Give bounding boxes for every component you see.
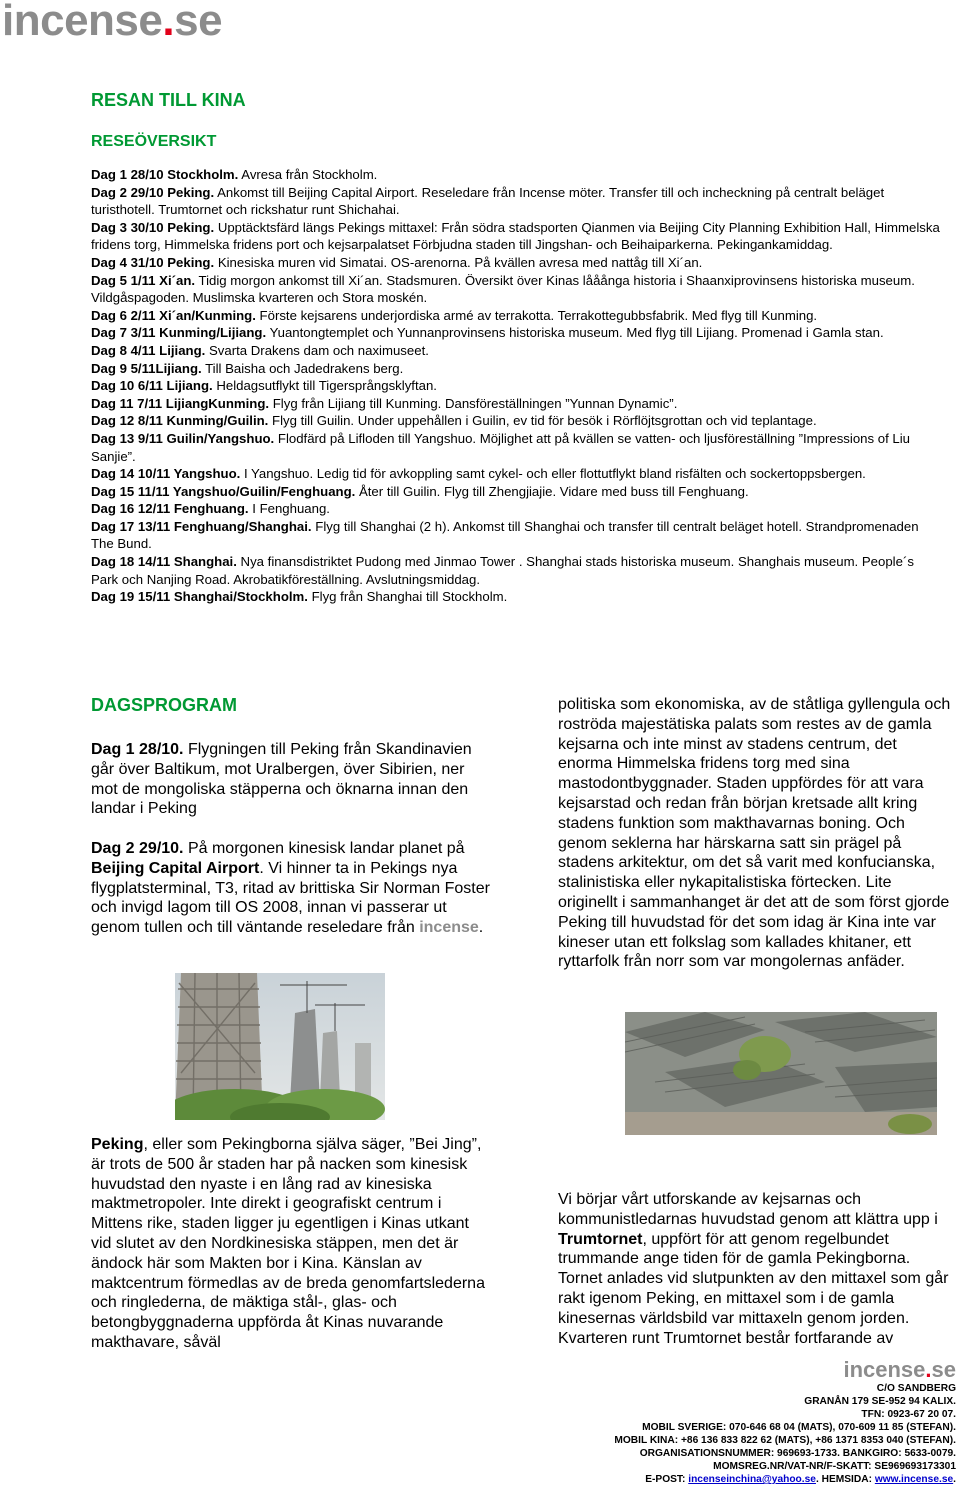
itinerary-list — [91, 166, 941, 606]
itinerary-item: Dag 3 30/10 Peking. Upptäcktsfärd längs Pekings mittaxel: Från södra stadsporten Qianmen via Beijing City Planning Exhibition Hall, Himmelska fridens torg, Himmelska fridens port och kejsarpalatset Förbjudna staden till Jingshan- och Beihaiparkerna. Pekingankamiddag. — [91, 219, 940, 253]
itinerary-item: Dag 2 29/10 Peking. Ankomst till Beijing Capital Airport. Reseledare från Incense möter. Transfer till och incheckning på centralt beläget turisthotell. Trumtornet och rickshatur runt Shichahai. — [91, 184, 885, 218]
itinerary-item: Dag 14 10/11 Yangshuo. I Yangshuo. Ledig tid för avkoppling samt cykel- och eller flottutflykt bland risfälten och sockertoppsbergen. — [91, 466, 866, 482]
itinerary-item: Dag 4 31/10 Peking. Kinesiska muren vid Simatai. OS-arenorna. På kvällen avresa med nattåg till Xi´an. — [91, 254, 703, 270]
itinerary-item: Dag 10 6/11 Lijiang. Heldagsutflykt till Tigersprångsklyftan. — [91, 378, 437, 394]
page-title: RESAN TILL KINA — [91, 90, 246, 110]
itinerary-item: Dag 13 9/11 Guilin/Yangshuo. Flodfärd på Lifloden till Yangshuo. Möjlighet att på kvällen se vatten- och ljusföreställning ”Impressions of Liu Sanjie”. — [91, 430, 911, 464]
itinerary-item: Dag 11 7/11 LijiangKunming. Flyg från Lijiang till Kunming. Dansföreställningen ”Yunnan Dynamic”. — [91, 395, 678, 411]
day2-paragraph: Dag 2 29/10. På morgonen kinesisk landar planet på Beijing Capital Airport. Vi hinner ta in Pekings nya flygplatsterminal, T3, ritad av brittiska Sir Norman Foster och invigd lagom till OS 2008, innan vi passerar ut genom tullen och till väntande reseledare från incense. — [91, 839, 490, 937]
incense-logo: incense.se — [2, 0, 223, 45]
itinerary-item: Dag 6 2/11 Xi´an/Kunming. Förste kejsarens underjordiska armé av terrakotta. Terrakottegubbsfabrik. Med flyg till Kunming. — [91, 307, 818, 323]
email-link[interactable]: incenseinchina@yahoo.se — [688, 1474, 816, 1485]
day1-paragraph: Dag 1 28/10. Flygningen till Peking från Skandinavien går över Baltikum, mot Uralbergen, över Sibirien, ner mot de mongoliska stäpperna och öknarna innan den landar i Peking — [91, 741, 472, 818]
right-column-text — [558, 695, 953, 992]
itinerary-item: Dag 7 3/11 Kunming/Lijiang. Yuantongtemplet och Yunnanprovinsens historiska museum. Med flyg till Lijiang. Promenad i Gamla stan. — [91, 325, 884, 341]
itinerary-item: Dag 15 11/11 Yangshuo/Guilin/Fenghuang. Åter till Guilin. Flyg till Zhengjiajie. Vidare med buss till Fenghuang. — [91, 483, 749, 499]
program-heading: DAGSPROGRAM — [91, 695, 238, 715]
itinerary-item: Dag 16 12/11 Fenghuang. I Fenghuang. — [91, 501, 330, 517]
overview-heading: RESEÖVERSIKT — [91, 133, 217, 150]
itinerary-item: Dag 19 15/11 Shanghai/Stockholm. Flyg från Shanghai till Stockholm. — [91, 589, 508, 605]
itinerary-item: Dag 5 1/11 Xi´an. Tidig morgon ankomst till Xi´an. Stadsmuren. Översikt över Kinas lååånga historia i Shaanxiprovinsens historiska museum. Vildgåspagoden. Muslimska kvarteren och Stora moskén. — [91, 272, 915, 306]
footer-logo: incense.se — [843, 1357, 956, 1382]
construction-photo — [175, 973, 385, 1120]
itinerary-item: Dag 17 13/11 Fenghuang/Shanghai. Flyg till Shanghai (2 h). Ankomst till Shanghai och transfer till centralt beläget hotell. Strandpromenaden The Bund. — [91, 518, 919, 552]
itinerary-item: Dag 9 5/11Lijiang. Till Baisha och Jadedrakens berg. — [91, 360, 404, 376]
trumtornet-paragraph: Vi börjar vårt utforskande av kejsarnas och kommunistledarnas huvudstad genom att klättra upp i Trumtornet, uppfört för att genom regelbundet trummande ange tiden för de gamla Pekingborna. Tornet anlades vid slutpunkten av den mittaxel som går rakt igenom Peking, en mittaxel som i de gamla kinesernas världsbild var mittaxeln genom jorden. Kvarteren runt Trumtornet består fortfarande av — [558, 1191, 949, 1347]
itinerary-item: Dag 18 14/11 Shanghai. Nya finansdistriktet Pudong med Jinmao Tower . Shanghai stads historiska museum. Shanghais museum. People´s Park och Nanjing Road. Akrobatikföreställning. Avslutningsmiddag. — [91, 554, 914, 587]
itinerary-item: Dag 12 8/11 Kunming/Guilin. Flyg till Guilin. Under uppehållen i Guilin, ev tid för besök i Rörflöjtsgrottan och vid teplantage. — [91, 413, 817, 429]
website-link[interactable]: www.incense.se — [874, 1474, 954, 1485]
peking-paragraph: Peking, eller som Pekingborna själva säger, ”Bei Jing”, är trots de 500 år staden har på nacken som kinesisk huvudstad den nyaste i en lång rad av kinesiska maktmetropoler. Inte direkt i geografiskt centrum i Mittens rike, staden ligger ju egentligen i Kinas utkant vid slutet av den Nordkinesiska stäppen, men det är ändock här som Makten bor i Kina. Känslan av maktcentrum förmedlas av de breda genomfartslederna och ringlederna, de mäktiga stål-, glas- och betongbyggnaderna uppförda åt Kinas nuvarande makthavare, såväl — [91, 1136, 485, 1351]
palace-paragraph: politiska som ekonomiska, av de ståtliga gyllengula och roströda majestätiska palats som restes av de gamla kejsarna och inte minst av stadens centrum, det enorma Himmelska fridens torg med sina mastodontbyggnader. Staden uppfördes för att vara kejsarstad och redan från början kretsade allt kring stadens funktion som makthavarnas boning. Och genom seklerna har härskarna satt sin prägel på stadens arkitektur, om det så varit med konfucianska, stalinistiska eller nykapitalistiska förtecken. Lite originellt i sammanhanget är det att de som först gjorde Peking till huvudstad för det som idag är Kina inte var kineser utan ett folkslag som kallades khitaner, ett ryttarfolk från norr som var mongolernas anfäder. — [558, 696, 951, 971]
hutong-roofs-photo — [625, 1012, 937, 1135]
itinerary-item: Dag 1 28/10 Stockholm. Avresa från Stockholm. — [91, 167, 378, 182]
itinerary-item: Dag 8 4/11 Lijiang. Svarta Drakens dam och naximuseet. — [91, 342, 429, 358]
left-column-text — [91, 740, 491, 958]
contact-footer: incense.se C/O SANDBERG GRANÅN 179 SE-952 94 KALIX. TFN: 0923-67 20 07. MOBIL SVERIGE: 070-646 68 04 (MATS), 070-609 11 85 (STEFAN). MOBIL KINA: +86 136 833 822 62 (MATS), +86 1371 8353 040 (STEFAN). ORGANISATIONSNUMMER: 969693-1733. BANKGIRO: 5633-0079. MOMSREG.NR/VAT-NR/F-SKATT: SE969693173301 E-POST: incenseinchina@yahoo.se. HEMSIDA: www.incense.se. — [614, 1357, 956, 1485]
